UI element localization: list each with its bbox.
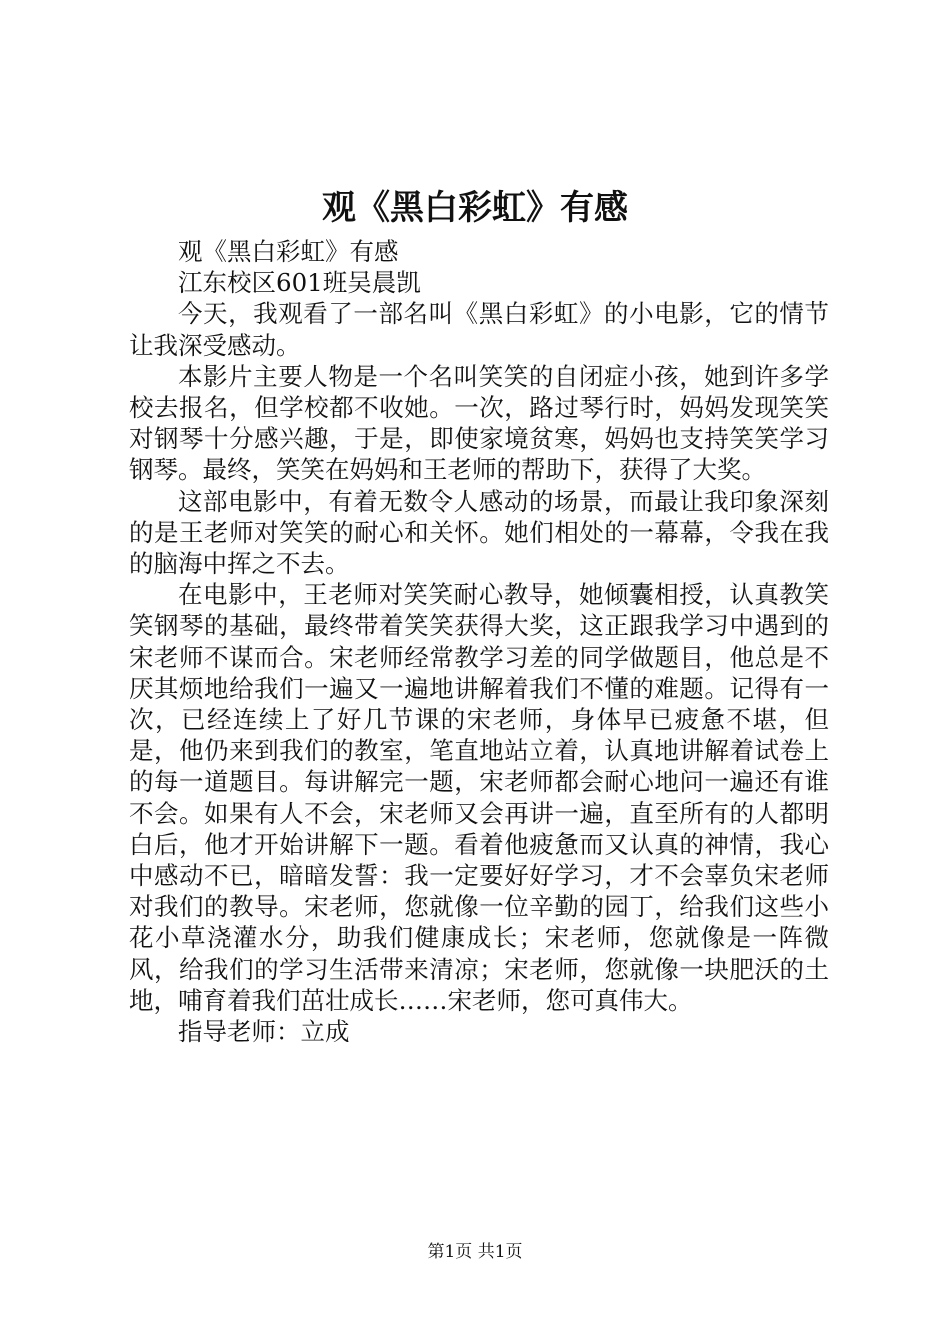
paragraph-3: 这部电影中，有着无数令人感动的场景，而最让我印象深刻的是王老师对笑笑的耐心和关怀。她们相处的一幕幕，令我在我的脑海中挥之不去。: [129, 486, 829, 579]
subtitle-line: 观《黑白彩虹》有感: [178, 237, 399, 266]
paragraph-2: 本影片主要人物是一个名叫笑笑的自闭症小孩，她到许多学校去报名，但学校都不收她。一次，路过琴行时，妈妈发现笑笑对钢琴十分感兴趣，于是，即使家境贫寒，妈妈也支持笑笑学习钢琴。最终，笑笑在妈妈和王老师的帮助下，获得了大奖。: [129, 361, 829, 485]
paragraph-1: 今天，我观看了一部名叫《黑白彩虹》的小电影，它的情节让我深受感动。: [129, 299, 829, 360]
paragraph-4: 在电影中，王老师对笑笑耐心教导，她倾囊相授，认真教笑笑钢琴的基础，最终带着笑笑获得大奖，这正跟我学习中遇到的宋老师不谋而合。宋老师经常教学习差的同学做题目，他总是不厌其烦地给我们一遍又一遍地讲解着我们不懂的难题。记得有一次，已经连续上了好几节课的宋老师，身体早已疲惫不堪，但是，他仍来到我们的教室，笔直地站立着，认真地讲解着试卷上的每一道题目。每讲解完一题，宋老师都会耐心地问一遍还有谁不会。如果有人不会，宋老师又会再讲一遍，直至所有的人都明白后，他才开始讲解下一题。看着他疲惫而又认真的神情，我心中感动不已，暗暗发誓：我一定要好好学习，才不会辜负宋老师对我们的教导。宋老师，您就像一位辛勤的园丁，给我们这些小花小草浇灌水分，助我们健康成长；宋老师，您就像是一阵微风，给我们的学习生活带来清凉；宋老师，您就像一块肥沃的土地，哺育着我们茁壮成长……宋老师，您可真伟大。: [129, 580, 829, 1015]
document-body: [129, 236, 829, 1047]
document-title: 观《黑白彩虹》有感: [322, 188, 628, 228]
page-footer: 第1页 共1页: [427, 1242, 523, 1262]
instructor-line: 指导老师：立成: [178, 1017, 350, 1047]
author-line: 江东校区601班吴晨凯: [178, 268, 421, 298]
